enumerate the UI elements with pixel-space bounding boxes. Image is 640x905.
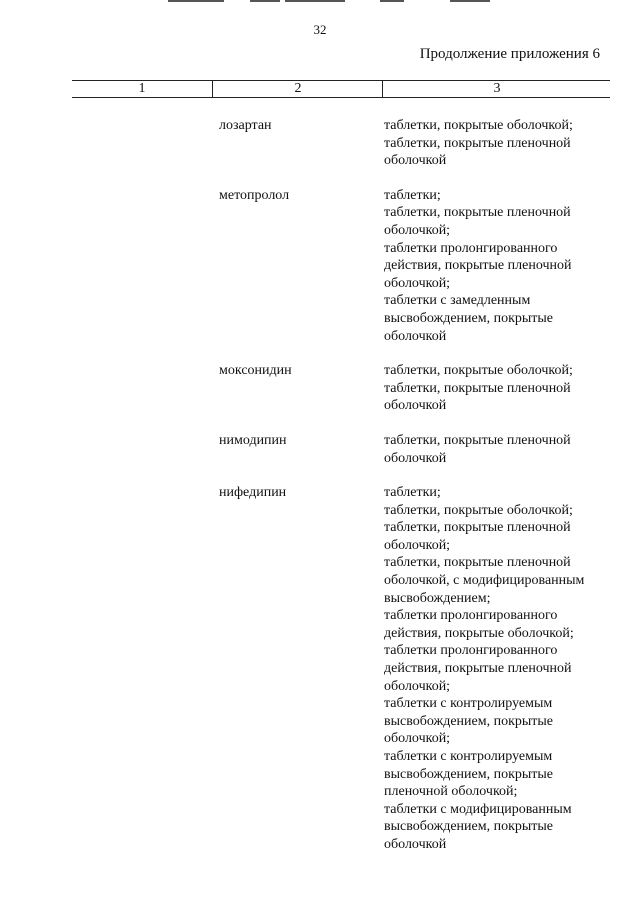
drug-entries-list: [0, 117, 640, 871]
column-header-3: 3: [382, 81, 611, 97]
dosage-form-line: высвобождением, покрытые: [384, 819, 554, 835]
dosage-form-line: таблетки, покрытые пленочной: [384, 135, 571, 151]
drug-name: метопролол: [219, 187, 290, 203]
table-row: [0, 484, 640, 853]
dosage-form-line: таблетки, покрытые пленочной: [384, 205, 571, 221]
dosage-form-line: таблетки, покрытые оболочкой;: [384, 363, 573, 379]
dosage-form-line: таблетки, покрытые пленочной: [384, 555, 571, 571]
dosage-form-line: оболочкой: [384, 153, 447, 169]
drug-name: нифедипин: [219, 485, 287, 501]
column-header-1: 1: [138, 81, 146, 96]
dosage-form-line: таблетки с модифицированным: [384, 801, 572, 817]
dosage-forms: [384, 432, 609, 467]
dosage-form-line: высвобождением;: [384, 590, 491, 606]
dosage-form-line: таблетки пролонгированного: [384, 643, 558, 659]
dosage-form-line: таблетки с контролируемым: [384, 749, 553, 764]
dosage-form-line: таблетки с контролируемым: [384, 696, 553, 712]
dosage-form-line: оболочкой: [384, 836, 447, 852]
table-row: [0, 362, 640, 415]
dosage-form-line: таблетки;: [384, 485, 441, 501]
dosage-forms: [384, 117, 609, 170]
dosage-form-line: высвобождением, покрытые: [384, 310, 554, 326]
column-header-2: 2: [212, 81, 383, 97]
dosage-form-line: оболочкой;: [384, 678, 451, 694]
dosage-form-line: оболочкой;: [384, 222, 451, 238]
dosage-forms: [384, 362, 609, 415]
dosage-form-line: оболочкой: [384, 450, 447, 466]
drug-name: нимодипин: [219, 432, 287, 448]
page-number: 32: [313, 22, 327, 37]
table-row: [0, 432, 640, 467]
dosage-form-line: действия, покрытые пленочной: [384, 258, 572, 274]
dosage-form-line: таблетки пролонгированного: [384, 608, 558, 624]
scan-artifact-marks: [150, 0, 490, 4]
dosage-form-line: таблетки, покрытые оболочкой;: [384, 502, 573, 518]
continuation-label: Продолжение приложения 6: [419, 46, 600, 62]
table-row: [0, 117, 640, 170]
dosage-form-line: действия, покрытые оболочкой;: [384, 625, 574, 641]
dosage-form-line: таблетки, покрытые пленочной: [384, 380, 571, 396]
dosage-form-line: оболочкой;: [384, 731, 451, 747]
dosage-form-line: оболочкой;: [384, 537, 451, 553]
table-row: [0, 187, 640, 345]
dosage-forms: [384, 484, 609, 853]
drug-name: моксонидин: [219, 363, 292, 379]
dosage-form-line: высвобождением, покрытые: [384, 766, 554, 782]
dosage-form-line: таблетки, покрытые оболочкой;: [384, 118, 573, 133]
dosage-form-line: таблетки, покрытые пленочной: [384, 432, 571, 448]
dosage-form-line: оболочкой: [384, 398, 447, 414]
dosage-form-line: таблетки;: [384, 187, 441, 203]
dosage-form-line: оболочкой: [384, 328, 447, 344]
table-header-row: [72, 80, 610, 98]
dosage-forms: [384, 187, 609, 345]
dosage-form-line: оболочкой, с модифицированным: [384, 573, 585, 589]
dosage-form-line: пленочной оболочкой;: [384, 784, 518, 800]
dosage-form-line: таблетки пролонгированного: [384, 240, 558, 256]
dosage-form-line: таблетки, покрытые пленочной: [384, 520, 571, 536]
dosage-form-line: высвобождением, покрытые: [384, 713, 554, 729]
drug-name: лозартан: [219, 118, 272, 133]
dosage-form-line: оболочкой;: [384, 275, 451, 291]
dosage-form-line: таблетки с замедленным: [384, 293, 531, 309]
dosage-form-line: действия, покрытые пленочной: [384, 661, 572, 677]
